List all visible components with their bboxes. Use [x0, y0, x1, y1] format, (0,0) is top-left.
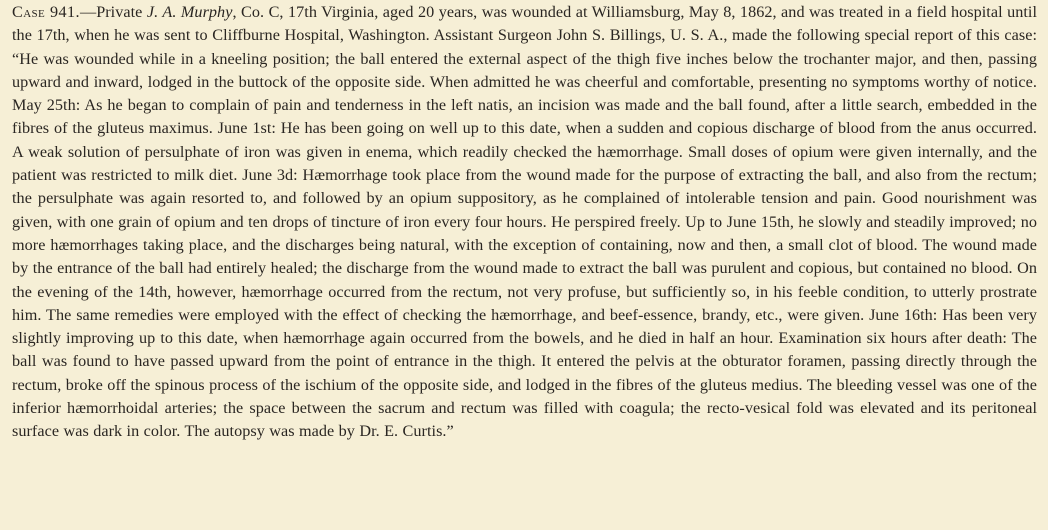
patient-name: J. A. Murphy	[146, 3, 233, 21]
case-number-label: Case 941.	[12, 3, 80, 21]
em-dash: —	[79, 3, 97, 21]
report-body-text: , Co. C, 17th Virginia, aged 20 years, was wounded at Williamsburg, May 8, 1862, and was treated in a field hospital until the 17th, when he was sent to Cliffburne Hospital, Washington. Assistant Surgeon John S. Billings, U. S. A., made the following special report of this case: “He was wounded while in a kneeling position; the ball entered the external aspect of the thigh five inches below the trochanter major, and then, passing upward and inward, lodged in the buttock of the opposite side. When admitted he was cheerful and comfortable, presenting no symptoms worthy of notice. May 25th: As he began to complain of pain and tenderness in the left natis, an incision was made and the ball found, after a little search, embedded in the fibres of the gluteus maximus. June 1st: He has been going on well up to this date, when a sudden and copious discharge of blood from the anus occurred. A weak solution of persulphate of iron was given in enema, which readily checked the hæmorrhage. Small doses of opium were given internally, and the patient was restricted to milk diet. June 3d: Hæmorrhage took place from the wound made for the purpose of extracting the ball, and also from the rectum; the persulphate was again resorted to, and followed by an opium suppository, as he complained of intolerable tension and pain. Good nourishment was given, with one grain of opium and ten drops of tincture of iron every four hours. He perspired freely. Up to June 15th, he slowly and steadily improved; no more hæmorrhages taking place, and the discharges being natural, with the exception of containing, now and then, a small clot of blood. The wound made by the entrance of the ball had entirely healed; the discharge from the wound made to extract the ball was purulent and copious, but contained no blood. On the evening of the 14th, however, hæmorrhage occurred from the rectum, not very profuse, but sufficiently so, in his feeble condition, to utterly prostrate him. The same remedies were employed with the effect of checking the hæmorrhage, and beef-essence, brandy, etc., were given. June 16th: Has been very slightly improving up to this date, when hæmorrhage again occurred from the bowels, and he died in half an hour. Examination six hours after death: The ball was found to have passed upward from the point of entrance in the thigh. It entered the pelvis at the obturator foramen, passing directly through the rectum, broke off the spinous process of the ischium of the opposite side, and lodged in the fibres of the gluteus medius. The bleeding vessel was one of the inferior hæmorrhoidal arteries; the space between the sacrum and rectum was filled with coagula; the recto-vesical fold was elevated and its peritoneal surface was dark in color. The autopsy was made by Dr. E. Curtis.”	[12, 3, 1038, 441]
intro-text: Private	[96, 3, 147, 21]
case-report-paragraph	[12, 1, 1037, 444]
